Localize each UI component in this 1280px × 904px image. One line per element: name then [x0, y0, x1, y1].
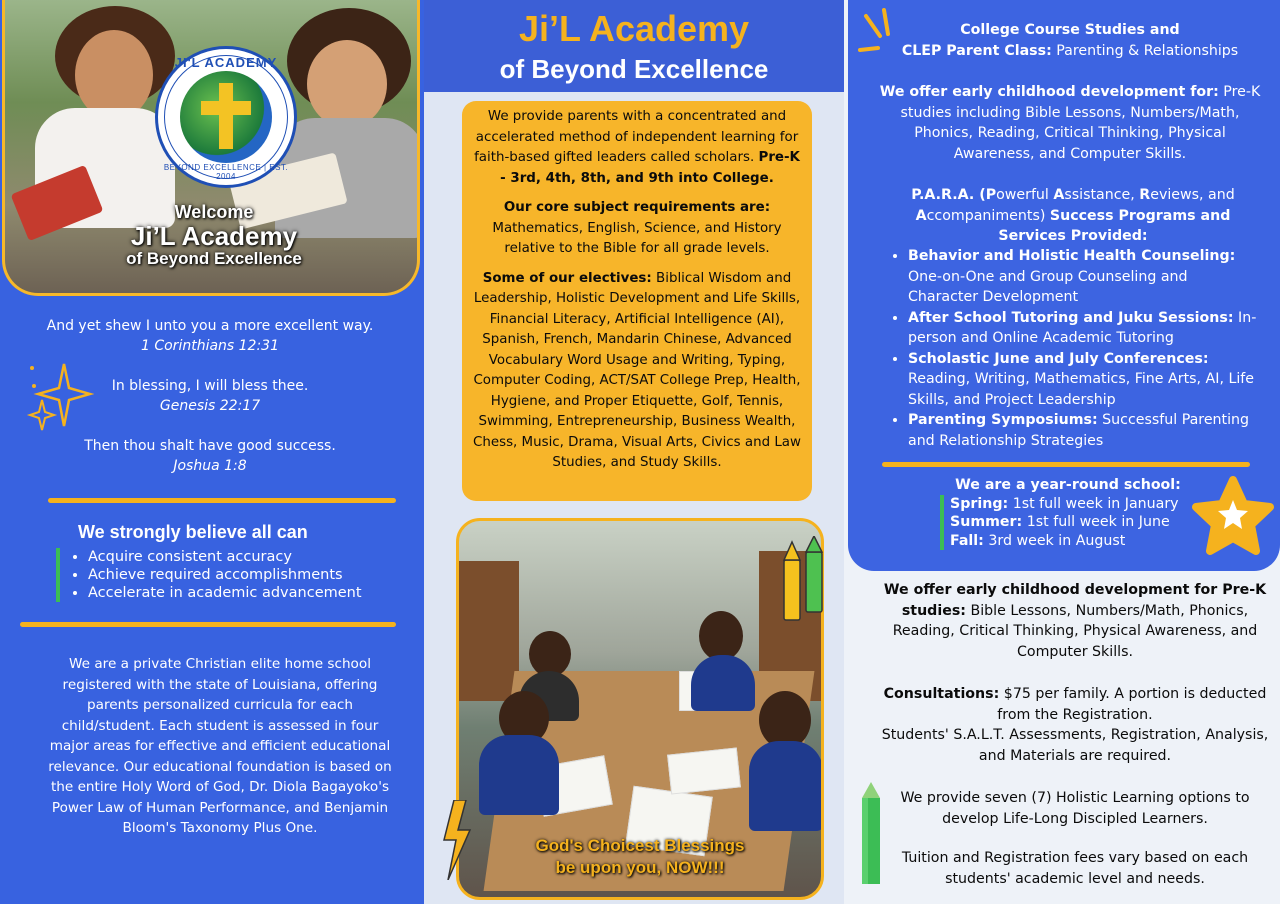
page-subtitle: of Beyond Excellence	[499, 54, 769, 84]
core-paragraph	[470, 198, 804, 260]
child-face	[307, 40, 387, 128]
list-item: • Acquire consistent accuracy	[88, 548, 396, 566]
consultations	[878, 684, 1272, 766]
program-info-box	[462, 101, 812, 501]
season-label: Summer:	[950, 514, 1023, 530]
academy-logo	[155, 46, 297, 188]
student-shirt	[749, 741, 823, 831]
intro-paragraph	[470, 107, 804, 189]
service-label: Scholastic June and July Conferences:	[908, 350, 1209, 367]
page-title: Ji’L Academy	[518, 8, 750, 49]
season-text: 1st full week in June	[1026, 514, 1170, 530]
para-tail: Success Programs and Services Provided:	[998, 207, 1231, 244]
consult-label: Consultations:	[883, 686, 1000, 702]
electives-text: Biblical Wisdom and Leadership, Holistic Development and Life Skills, Financial Literacy, Artificial Intelligence (AI), Spanish, French, Mandarin Chinese, Advanced Vocabulary Word Usage and Writing, Typing, Computer Coding, ACT/SAT College Prep, Health, Hygiene, and Proper Etiquette, Golf, Tennis, Swimming, Entrepreneurship, Business Wealth, Chess, Music, Drama, Visual Arts, Civics and Law Studies, and Study Skills.	[473, 270, 801, 470]
core-text: Mathematics, English, Science, and History relative to the Bible for all grade levels.	[492, 220, 782, 256]
student	[699, 611, 743, 661]
college-courses	[884, 20, 1256, 61]
cross-bar	[201, 101, 251, 115]
para-letter: R	[1139, 187, 1151, 203]
blessing-caption	[459, 835, 821, 879]
prek-studies	[878, 580, 1272, 662]
service-text: One-on-One and Group Counseling and Character Development	[908, 268, 1188, 305]
early-childhood	[878, 82, 1262, 164]
year-heading: We are a year-round school:	[955, 477, 1181, 493]
classroom-photo	[456, 518, 824, 900]
verse-text: Then thou shalt have good success.	[84, 438, 336, 454]
globe-icon	[180, 71, 272, 163]
clep-label: CLEP Parent Class:	[901, 42, 1052, 59]
season-label: Fall:	[950, 532, 984, 549]
lightning-icon	[440, 800, 474, 880]
consult-text: $75 per family. A portion is deducted from the Registration.	[997, 686, 1267, 723]
student-shirt	[479, 735, 559, 815]
verse-reference: Genesis 22:17	[159, 398, 261, 414]
para-heading	[888, 185, 1258, 247]
season-list	[940, 495, 1198, 551]
hero-photo	[2, 0, 420, 296]
blessing-line: be upon you, NOW!!!	[555, 858, 725, 877]
verse-reference: 1 Corinthians 12:31	[140, 338, 279, 354]
list-item: • Achieve required accomplishments	[88, 566, 396, 584]
holistic-options: We provide seven (7) Holistic Learning options to develop Life-Long Discipled Learners.	[900, 790, 1250, 827]
para-letter: A	[915, 207, 927, 224]
divider	[20, 622, 396, 627]
service-label: Parenting Symposiums:	[908, 412, 1098, 428]
list-item	[908, 308, 1262, 349]
service-label: Behavior and Holistic Health Counseling:	[908, 248, 1236, 264]
list-item	[908, 349, 1262, 411]
para-word: ssistance,	[1064, 187, 1140, 203]
list-item	[908, 246, 1262, 308]
verse-text: In blessing, I will bless thee.	[111, 378, 309, 394]
divider	[882, 462, 1250, 467]
logo-top-text: JI'L ACADEMY	[174, 55, 278, 70]
believe-list	[56, 548, 396, 602]
season-item	[950, 495, 1198, 514]
early-label: We offer early childhood development for:	[879, 84, 1219, 100]
electives-paragraph	[470, 269, 804, 474]
college-label: College Course Studies and	[960, 22, 1180, 38]
worksheet	[667, 747, 741, 794]
divider	[48, 498, 396, 503]
service-text: Reading, Writing, Mathematics, Fine Arts, AI, Life Skills, and Project Leadership	[908, 371, 1255, 408]
service-text: In-person and Online Academic Tutoring	[908, 309, 1257, 346]
services-list	[890, 246, 1262, 451]
cross-icon	[219, 83, 233, 149]
service-text: Successful Parenting and Relationship Strategies	[908, 412, 1250, 449]
middle-panel	[424, 0, 844, 904]
blessing-line: God's Choicest Blessings	[535, 836, 745, 855]
child-face	[75, 30, 153, 120]
welcome-academy: Ji’L Academy	[130, 221, 298, 251]
season-text: 3rd week in August	[988, 532, 1126, 549]
about-paragraph: We are a private Christian elite home school registered with the state of Louisiana, offering parents personalized curricula for each child/student. Each student is assessed in four major areas for effective and efficient educational relevance. Our educational foundation is based on the entire Holy Word of God, Dr. Diola Bagayoko's Power Law of Human Performance, and Benjamin Bloom's Taxonomy Plus One.	[48, 656, 392, 836]
crayon-icon	[778, 536, 832, 626]
left-panel	[0, 0, 424, 904]
intro-text: We provide parents with a concentrated and accelerated method of independent learning for faith-based gifted leaders called scholars.	[474, 109, 799, 165]
welcome-line: Welcome	[174, 202, 254, 222]
season-label: Spring:	[950, 495, 1009, 512]
right-panel	[844, 0, 1280, 904]
season-text: 1st full week in January	[1012, 495, 1179, 512]
verse	[40, 436, 380, 476]
season-item	[950, 513, 1198, 532]
service-label: After School Tutoring and Juku Sessions:	[908, 309, 1234, 326]
para-word: ccompaniments)	[926, 207, 1050, 224]
prek-text: Bible Lessons, Numbers/Math, Phonics, Reading, Critical Thinking, Physical Awareness, and Computer Skills.	[892, 602, 1258, 660]
verse-text: And yet shew I unto you a more excellent way.	[46, 318, 374, 334]
clep-text: Parenting & Relationships	[1056, 42, 1239, 59]
core-label: Our core subject requirements are:	[503, 200, 771, 215]
list-item	[908, 410, 1262, 451]
para-word: owerful	[996, 187, 1054, 203]
verse	[40, 376, 380, 416]
logo-bottom-text: BEYOND EXCELLENCE | EST. 2004	[163, 163, 289, 181]
consult-requirements: Students' S.A.L.T. Assessments, Registration, Analysis, and Materials are required.	[881, 727, 1269, 764]
star-icon	[1190, 476, 1276, 556]
para-word: eviews, and	[1150, 187, 1235, 203]
list-item: • Accelerate in academic advancement	[88, 584, 396, 602]
para-prefix: P.A.R.A. (	[911, 187, 986, 203]
year-round-schedule	[938, 476, 1198, 550]
season-item	[950, 532, 1198, 551]
para-letter: P	[985, 187, 997, 203]
bookshelf	[459, 561, 519, 701]
believe-heading: We strongly believe all can	[78, 522, 308, 542]
electives-label: Some of our electives:	[482, 270, 652, 286]
tuition-info: Tuition and Registration fees vary based on each students' academic level and needs.	[901, 850, 1249, 887]
grades-text: Pre-K - 3rd, 4th, 8th, and 9th into College.	[500, 150, 800, 186]
early-text: Pre-K studies including Bible Lessons, Numbers/Math, Phonics, Reading, Critical Thinking, Physical Awareness, and Computer Skills.	[900, 84, 1261, 162]
prek-label: We offer early childhood development for Pre-K studies:	[883, 582, 1267, 619]
verse-reference: Joshua 1:8	[173, 458, 247, 474]
para-letter: A	[1053, 187, 1065, 203]
bible-verses	[40, 316, 380, 496]
student-shirt	[691, 655, 755, 711]
verse	[40, 316, 380, 356]
welcome-subtitle: of Beyond Excellence	[126, 249, 302, 268]
